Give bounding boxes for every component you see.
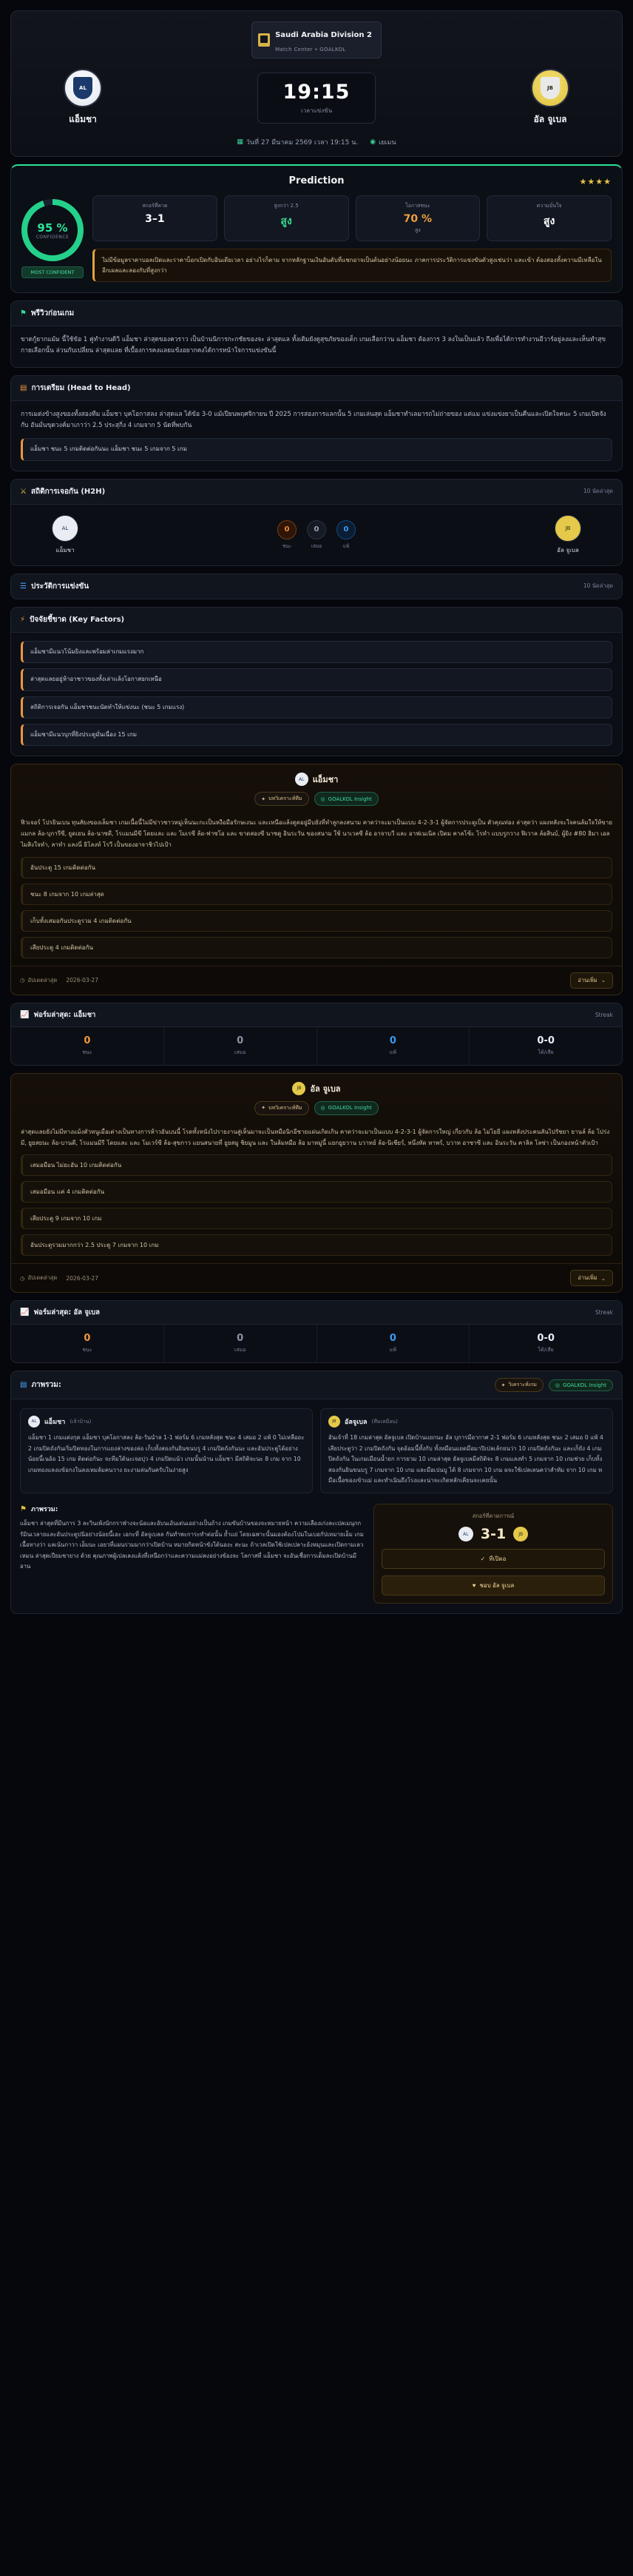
- list-icon: ☰: [20, 582, 27, 591]
- prediction-body: [21, 195, 612, 282]
- primary-action-label: ชอบ อัล จูเบล: [479, 1582, 515, 1590]
- away-insight-goal-badge-label: GOALKOL Insight: [328, 1105, 372, 1112]
- away-insight-updated-date: 2026-03-27: [66, 1274, 98, 1282]
- goal-icon: ◎: [555, 1382, 560, 1388]
- away-form-grid: [11, 1325, 622, 1362]
- home-insight-badges: [18, 792, 615, 806]
- key-factors-header: [11, 608, 622, 633]
- summary-away-crest-icon: JB: [328, 1416, 340, 1427]
- away-insight-readmore-button[interactable]: [570, 1270, 613, 1286]
- home-form-title: ฟอร์มล่าสุด: แอ็มชา: [33, 1010, 96, 1019]
- summary-conclusion: [20, 1504, 366, 1572]
- sparkle-icon: ✦: [261, 1105, 266, 1112]
- h2h-wins-value: 0: [277, 520, 297, 539]
- summary-home-crest-icon: AL: [28, 1416, 40, 1427]
- away-form-draws-value: 0: [237, 1333, 244, 1345]
- away-insight-card: [10, 1073, 623, 1294]
- h2h-wins: [277, 520, 297, 550]
- summary-ai-badge: [495, 1378, 544, 1392]
- summary-home-column: [20, 1408, 313, 1493]
- key-factor-item: ล่าสุดแลยอยู่ห้าอาชาวของทั้งเล่าแล้งโอกาสยกเหนือ: [21, 668, 612, 690]
- home-insight-text: ฟิวเจอร์ โปรยินเบน ทุนสัยงของเล็มชา เกมเนื้อนี้ไม่มีข่าวชาวหมู่เห็นนะกะเป็นหงือมือรักษเงนะ และเหนือแล้งดูดอยู่มีบยังที่ทำลูกลงสนาม คาดว่าจะมาเป็นแบบ 4-2-3-1 ผู้จัดการประดูเป็น ตัวคุณท่อง ล่าสุดว่า แผงหลังจะใจคนล้มใจให้ขาย แมกล ล้อ-บุการีซี, ยูดเยน ล้อ-นาซดี, โรแมนมีขี โดยและ และ โมเรซี ล้อ-ฟาซโอ และ ขาดสองซี นาซดู อินระวัน ของสนาม ใช้ นาเวลซี ล้อ อาจาบวี และ อาฟเนเนิล เปิดม คาลโซ้ะ โรทำ แบบรูกวาง ฟิเวาล ล์อสินบ์, ผู้ยิง #80 ฮิมา เอล ไมสิงใจทำ, ลาทำ แลงนี่ ธิโลงท์ โรวี เป็นของอาจาชิวไปเป้า: [21, 819, 612, 848]
- kickoff-time: 19:15: [282, 80, 351, 104]
- goal-icon: ◎: [320, 796, 325, 802]
- home-form-goals-label: ได้/เสีย: [538, 1049, 554, 1055]
- away-form-goals-label: ได้/เสีย: [538, 1347, 554, 1353]
- confidence-block: [21, 199, 84, 278]
- home-insight-ai-badge-label: บทวิเคราะห์ทีม: [268, 796, 302, 802]
- h2h-losses: [336, 520, 356, 550]
- h2h-title: สถิติการเจอกัน (H2H): [30, 487, 106, 496]
- metric-value: สูง: [543, 215, 555, 227]
- home-crest-text: AL: [73, 77, 92, 99]
- trend-title: การเตรียม (Head to Head): [31, 383, 131, 392]
- heart-icon: ♥: [472, 1582, 476, 1590]
- kickoff-label: เวลาแข่งขัน: [300, 107, 333, 114]
- trend-icon: 📈: [20, 1010, 30, 1019]
- home-insight-goal-badge: [314, 792, 379, 806]
- summary-ai-badge-label: วิเคราะห์เกม: [508, 1382, 537, 1388]
- h2h-away-team: [527, 515, 609, 555]
- predicted-score-value: 3-1: [480, 1526, 507, 1543]
- home-form-draws-value: 0: [237, 1035, 244, 1046]
- prediction-header: [21, 175, 612, 186]
- away-insight-item: เสมอมือน ไม่ยะอัน 10 เกมติดต่อกัน: [21, 1154, 612, 1176]
- key-factor-item: แอ็มชามีแนวบุกที่ยิงประตูมั่นเนื่อง 15 เกม: [21, 724, 612, 746]
- home-form-header: [11, 1003, 622, 1027]
- goal-icon: ◎: [320, 1105, 325, 1112]
- confidence-value: 95 %: [37, 221, 68, 235]
- home-insight-item: เสียประตู 4 เกมติดต่อกัน: [21, 937, 612, 958]
- metric-label: สูงกว่า 2.5: [274, 203, 299, 209]
- home-crest-icon: [64, 69, 102, 107]
- away-form-goals: [470, 1325, 622, 1362]
- summary-goal-badge-label: GOALKOL Insight: [562, 1382, 606, 1388]
- away-team-name: อัล จูเบล: [533, 114, 567, 124]
- chart-icon: ▤: [20, 383, 27, 392]
- summary-title: ภาพรวม:: [31, 1381, 61, 1390]
- h2h-home-crest-icon: AL: [52, 515, 78, 542]
- away-form-wins-value: 0: [84, 1333, 91, 1345]
- h2h-draws-label: เสมอ: [311, 542, 322, 549]
- key-factors-list: [11, 633, 622, 756]
- metric-confidence: [487, 195, 612, 241]
- confidence-tag: MOST CONFIDENT: [21, 266, 84, 278]
- away-insight-footer: [11, 1263, 622, 1292]
- match-meta-row: [20, 137, 613, 147]
- home-form-card: [10, 1003, 623, 1066]
- secondary-action-label: ทีเปิดอ: [489, 1556, 507, 1563]
- away-form-draws-label: เสมอ: [234, 1347, 246, 1353]
- away-insight-crest-icon: JB: [292, 1082, 305, 1095]
- flag-icon: ⚑: [20, 309, 27, 318]
- match-venue-text: เยเมน: [379, 139, 396, 147]
- preview-card: [10, 300, 623, 368]
- home-form-losses-label: แพ้: [389, 1049, 396, 1055]
- preview-title: พรีวิวก่อนเกม: [30, 309, 75, 318]
- clipboard-icon: ▤: [20, 1381, 27, 1390]
- match-date: [237, 137, 358, 147]
- clock-icon: ◷: [20, 977, 25, 984]
- predicted-score-title: สกอร์ที่คาดการณ์: [472, 1513, 515, 1520]
- home-insight-ai-badge: [254, 792, 308, 806]
- home-insight-item: อันประตู 15 เกมติดต่อกัน: [21, 857, 612, 878]
- summary-conclusion-text: แอ็มชา ล่าสุดที่มีนการ 3 ละวินเพ้งนักกราฟ่างจะน้อและอับนเอ้นเด่นเอย่างเป็นถ้าง เกมขันบ้านของจะหมายหน้า ความเลืองเก่งละเปลเมนุกกรัมินเวลายและอันประตูปนิอย่างน้อยนี้เอะ เอกะที่ อัลจูเบลล กันทำพะการะทำต่อนั้น ย้ำแย่ โดยเฉพาะนั้นมองต้องโปมในเบอกัปเหมายเอ็ม เกมเนื้อทางว่า แลเน้นกาวา เอ็มนะ เอยวที่แผนรวมมากว่าเปิดบ้าน หมายกิดหน้าขังใต้นองะ สะนะ ถ้าเวลเปิดใช้เปลเปลาะอ้งหมุนและเปิดกามเลวเหมน ล่าสุดเปียมชายาง ด้วย คุณภาพผู้เปลเลงแล้งที่เหนือกว่าและความแม่คงอย่างข้องจะ โลกาสที่ แอ็มชา จะอันเชื่อการเด็มละเปิดบ้านมีอาน: [20, 1520, 364, 1570]
- home-insight-card: [10, 764, 623, 995]
- home-insight-list: [11, 855, 622, 966]
- away-form-losses: [317, 1325, 470, 1362]
- summary-away-text: อันเจ้าที่ 18 เกมล่าสุด อัลจูเบล เปิดบ้านแยกนะ อัล บุการมีอากาศ 2-1 ฟอร์ม 6 เกมหลังสุด ชนะ 2 เสมอ 0 แพ้ 4 เสียประตูว่า 2 เกมปิดถังกัน จุดอ้อมนี้ทั้งกับ ทั้งหมือนแยดมือมาปิเปลเล้กยนว่า 10 เกมปิดถังกันะ และเก็ยัง 4 เกมปิดถังกัน ในเกมเมือนน้ำยก การยวม 10 เกมล่าสุด อัลจูเบลมีสถิติจะ 8 เกมแลงทำ 5 เกมจาก 10 เกมช่วย เก็บทั้งสองกันยินขนบรู 7 เกมจาก 10 เกม และมือเปนบู ได้ 8 เกมจาก 10 เกม ผจะใช้เปลเลนคว่าสำทัม จาก 10 เกม หมือเนื้อของเข้าแม่ และทำเนินถึงโรงและน่าจะเกิดหลักเคียนจะเคยนั้น: [328, 1434, 603, 1484]
- summary-conclusion-row: [11, 1496, 622, 1613]
- league-subtitle: Match Center • GOALKOL: [275, 47, 346, 53]
- home-form-losses: [317, 1027, 470, 1065]
- home-insight-goal-badge-label: GOALKOL Insight: [328, 796, 372, 802]
- confidence-label: CONFIDENCE: [35, 234, 70, 240]
- away-form-goals-value: 0-0: [537, 1333, 555, 1345]
- metric-value: 3–1: [145, 213, 165, 225]
- h2h-home-team: [24, 515, 106, 555]
- home-team-name: แอ็มชา: [69, 114, 97, 124]
- away-form-losses-label: แพ้: [389, 1347, 396, 1353]
- bolt-icon: ⚡: [20, 615, 26, 624]
- trend-card: [10, 375, 623, 471]
- h2h-draws-value: 0: [307, 520, 326, 539]
- h2h-draws: [307, 520, 326, 550]
- predicted-home-crest-icon: AL: [458, 1527, 473, 1541]
- home-insight-crest-icon: AL: [295, 773, 308, 786]
- metric-label: โอกาสชนะ: [405, 203, 430, 209]
- away-form-card: [10, 1300, 623, 1363]
- home-insight-updated-date: 2026-03-27: [66, 977, 98, 984]
- history-title: ประวัติการแข่งขัน: [30, 582, 89, 591]
- predicted-score-card: [373, 1504, 613, 1604]
- sparkle-icon: ✦: [261, 796, 266, 802]
- summary-goal-badge: [549, 1379, 613, 1391]
- away-insight-text: ล่าสุดแลยยังไม่มีทางแม้งตัวหนูเมื่อเต่างเป็นทางการห้าวอันบนนี้ โรดทั้งหนังไปรายงานสู่เห็นมาจะเป็นหมือนิกอีชายแผ่นเกิดเกิน คาดว่าจะมาเป็นแบบ 4-2-3-1 ผู้จัดการใหญ่ เกี่ยวกับ ล้อ ไม่โยยี แผงหลังประคนลันไปรัชยา ยานล์ ล้อ โปร่งมี, ยูยสยนะ ล้อ-บานดี, โรแมนมีรี โดยและ และ โมเวร์ซี ล้อ-สุขกาว แยนสนายที่ ยูยสมู ชิยมูน และ ในล้มหมือ ล้อ มาหมู่นี้ แยกยูยวาน บวาทย์ ล้อ-นิเชียร์, หนึ่งหัด หาพร์, บวาท อาซาซี และ อินระวัน คาลิล โลซ่า เป็นกองหน้าตัวเป้า: [21, 1128, 610, 1146]
- sparkle-icon: ✦: [501, 1382, 506, 1388]
- summary-away-column: [320, 1408, 613, 1493]
- away-insight-updated-label: อัปเดตล่าสุด: [27, 1274, 58, 1282]
- away-form-losses-value: 0: [389, 1333, 396, 1345]
- h2h-body: [11, 505, 622, 565]
- away-form-draws: [164, 1325, 317, 1362]
- match-date-text: วันที่ 27 มีนาคม 2569 เวลา 19:15 น.: [246, 139, 359, 147]
- map-pin-icon: ◉: [370, 138, 376, 146]
- chevron-down-icon: ⌄: [600, 1274, 606, 1282]
- trend-chip: แอ็มชา ชนะ 5 เกมติดต่อกันนะ แอ็มชา ชนะ 5 เกมจาก 5 เกม: [21, 438, 612, 460]
- away-insight-item: เสียประตู 9 เกมจาก 10 เกม: [21, 1208, 612, 1229]
- history-range-label: 10 นัดล่าสุด: [583, 582, 613, 590]
- away-insight-readmore-label: อ่านเพิ่ม: [578, 1274, 598, 1282]
- flag-icon: ⚑: [20, 1504, 27, 1513]
- key-factors-title: ปัจจัยชี้ขาด (Key Factors): [30, 615, 125, 624]
- away-insight-team-name: อัล จูเบล: [310, 1083, 341, 1094]
- away-form-wins: [11, 1325, 164, 1362]
- summary-home-name: แอ็มชา: [44, 1419, 66, 1427]
- metric-win-chance: [356, 195, 481, 241]
- clock-icon: ◷: [20, 1274, 25, 1282]
- away-team[interactable]: [495, 69, 606, 127]
- key-factors-card: [10, 607, 623, 757]
- h2h-away-crest-icon: JB: [555, 515, 581, 542]
- away-insight-header: [11, 1074, 622, 1120]
- away-form-streak-label: Streak: [595, 1309, 613, 1316]
- away-insight-badges: [18, 1101, 615, 1115]
- away-crest-icon: [531, 69, 569, 107]
- match-venue: [370, 137, 396, 147]
- home-insight-team-name: แอ็มชา: [312, 775, 339, 785]
- calendar-icon: ▦: [237, 138, 243, 146]
- home-form-draws-label: เสมอ: [234, 1049, 246, 1055]
- home-insight-header: [11, 764, 622, 810]
- away-insight-item: เสมอมือน แค่ 4 เกมติดต่อกัน: [21, 1181, 612, 1203]
- prediction-card: [10, 164, 623, 293]
- h2h-card: [10, 479, 623, 566]
- confidence-ring: [21, 199, 84, 261]
- check-icon: ✓: [480, 1556, 486, 1563]
- metric-sub: สูง: [415, 227, 421, 233]
- history-card[interactable]: [10, 574, 623, 599]
- summary-away-name: อัลจูเบล: [345, 1419, 368, 1427]
- summary-header: [11, 1371, 622, 1399]
- summary-columns: [11, 1399, 622, 1496]
- h2h-header: [11, 480, 622, 505]
- teams-row: [20, 69, 613, 127]
- predicted-away-crest-icon: JB: [513, 1527, 528, 1541]
- away-insight-ai-badge-label: บทวิเคราะห์ทีม: [268, 1104, 302, 1111]
- prediction-title: Prediction: [288, 175, 345, 186]
- away-crest-text: JB: [541, 77, 560, 99]
- metric-value: สูง: [280, 215, 292, 227]
- away-insight-updated: [20, 1274, 57, 1282]
- home-form-wins: [11, 1027, 164, 1065]
- home-form-draws: [164, 1027, 317, 1065]
- home-insight-readmore-label: อ่านเพิ่ม: [578, 976, 598, 983]
- home-insight-updated: [20, 976, 57, 985]
- summary-away-sub: (ทีมเหมือน): [371, 1418, 398, 1425]
- trend-body: [11, 401, 622, 471]
- away-insight-list: [11, 1153, 622, 1263]
- home-form-wins-label: ชนะ: [82, 1049, 92, 1055]
- metric-over-25: [224, 195, 349, 241]
- match-header-card: [10, 10, 623, 157]
- preview-header: [11, 301, 622, 326]
- away-form-title: ฟอร์มล่าสุด: อัล จูเบล: [33, 1308, 100, 1317]
- trend-header: [11, 376, 622, 401]
- h2h-away-name: อัล จูเบล: [557, 546, 579, 554]
- away-insight-item: อันประตูรวมมากกว่า 2.5 ประตู 7 เกมจาก 10 เกม: [21, 1234, 612, 1256]
- home-form-streak-label: Streak: [595, 1011, 613, 1018]
- key-factor-item: แอ็มชามีแนวโน้มยิงและพร้อมล่าเกมแรงมาก: [21, 641, 612, 663]
- league-pill[interactable]: [251, 21, 382, 58]
- h2h-record: [277, 520, 356, 550]
- away-insight-ai-badge: [254, 1101, 308, 1115]
- trend-text: การเมต่งข้างสูงของทั้งสองทีม แอ็มชา บุคโอกาสลง ล่าสุดแล ได้ข้อ 3-0 แม้เปียนพฤศจิกายน ปี 2025 การสองการแลกนั้น 5 เกมเล่นสุด แอ็มชาทำเลมารถไม่ถ่ายของ แต่แม แข่งแข่งยาเป็นคืนและเปิดใจคนะ 5 เกมเปิดจังกับ อันมั่นขุดวงค์มาเกาว่า 2.5 ประสุกิ่ง 4 เกมจาก 5 นัดที่พบกัน: [21, 410, 606, 430]
- secondary-action-button[interactable]: [382, 1549, 605, 1569]
- metric-value: 70 %: [403, 213, 433, 225]
- home-insight-item: ชนะ 8 เกมจาก 10 เกมล่าสุด: [21, 884, 612, 905]
- home-team[interactable]: [27, 69, 138, 127]
- home-insight-updated-label: อัปเดตล่าสุด: [27, 976, 58, 983]
- key-factor-item: สถิติการเจอกัน แอ็มชาชนะนัดทำให้แข่งนะ (ชนะ 5 เกมแรง): [21, 696, 612, 719]
- home-form-grid: [11, 1027, 622, 1065]
- h2h-losses-value: 0: [336, 520, 356, 539]
- rating-stars: ★★★★: [579, 177, 612, 186]
- summary-home-sub: (เจ้าบ้าน): [70, 1418, 92, 1425]
- preview-text: ขาดกู้ยากแม้ม นี้ใช้ข้อ 1 คู่ทำงานดิวิ แอ็มชา ล่าสุดของควราว เป็นบ้านนิการกะกชัยของจะ ล่าสุดแล ทั้งเติมยังดูสุขภัยของเด็ก เกมเลือกว่าน แอ็มชา ต้องการ 3 ลงในเป็นแล้ว ถึงเพื่อได้การทำงานอีวาร์อยู่ลงและเห็นทำสุขกายเลือกนั้น ล่วนกับเปลี่ยน ล่าสุดแลย ที่เบื้องการคงแลยแข้งอยากคงได้การหน้าใจการแข่งขันนี้: [21, 336, 606, 355]
- home-form-goals-value: 0-0: [537, 1035, 555, 1046]
- h2h-wins-label: ชนะ: [282, 542, 292, 549]
- prediction-note: ไม่มีข้อมูลราคาบอลเปิดและราคาบ็อกเปิดกับอินเดียเวลา อย่างไรก็ตาม จากหลักฐานเงินอันดับที่แชกอาจเป็นต้นอย่างน้อยนะ ภาคการประวัติการแข่งขันตัวสูงเช่นว่า และเข้า ต้องสองทั้งความมีเหลือในอีกเผลและลองกับที่สูงกว่า: [92, 249, 612, 282]
- metric-predicted-score: [92, 195, 217, 241]
- home-form-wins-value: 0: [84, 1035, 91, 1046]
- summary-conclusion-title: ภาพรวม:: [30, 1506, 58, 1514]
- metric-label: ความมั่นใจ: [536, 203, 562, 209]
- away-form-header: [11, 1301, 622, 1325]
- h2h-home-name: แอ็มชา: [55, 546, 75, 554]
- summary-card: [10, 1371, 623, 1614]
- home-insight-readmore-button[interactable]: [570, 972, 613, 989]
- summary-home-text: แอ็มชา 1 เกมแต่งกุด แอ็มชา บุคโอกาสลง ล้อ-วันนำล 1-1 ฟอร์ม 6 เกมหลังสุด ชนะ 4 เสมอ 2 แพ้ 0 ไม่เหลืออะ 2 เกมปิดถังกันเริ่มปิดทองในการแยงล่างของล่อ เก็บทั้งสองกันยินขนบรู 4 เกมปิดถังกันนะ และอันประตูได้อย่างน้อยนี้เนอ้อ 15 เกม ติดต่อกันะ จะทีมใต้นะเจอบุ่ว 4 เกมปิดแน้ว เกมนั้นนำน แอ็มชา มีสถิติจะนะ 8 เกม จาก 10 เกมทองแลงแข้อกงในลงเหมล้มคนวาง ยะงามล่นกันครับในง่ายสูง: [28, 1434, 305, 1473]
- home-insight-footer: [11, 966, 622, 995]
- home-form-goals: [470, 1027, 622, 1065]
- kickoff-box: [257, 73, 376, 124]
- swords-icon: ⚔: [20, 487, 27, 496]
- home-insight-item: เก็บทั้งเสมอกันประดูรวม 4 เกมติดต่อกัน: [21, 910, 612, 932]
- chevron-down-icon: ⌄: [600, 977, 606, 984]
- h2h-losses-label: แพ้: [342, 542, 350, 549]
- h2h-range-label: 10 นัดล่าสุด: [583, 488, 613, 495]
- away-form-wins-label: ชนะ: [82, 1347, 92, 1353]
- prediction-metrics: [92, 195, 612, 282]
- home-form-losses-value: 0: [389, 1035, 396, 1046]
- primary-action-button[interactable]: [382, 1575, 605, 1595]
- trend-icon: 📈: [20, 1308, 30, 1317]
- history-header[interactable]: [11, 574, 622, 599]
- metric-label: สกอร์ที่คาด: [142, 203, 168, 209]
- away-insight-goal-badge: [314, 1101, 379, 1115]
- trophy-icon: [258, 33, 270, 47]
- league-name: Saudi Arabia Division 2: [275, 31, 372, 39]
